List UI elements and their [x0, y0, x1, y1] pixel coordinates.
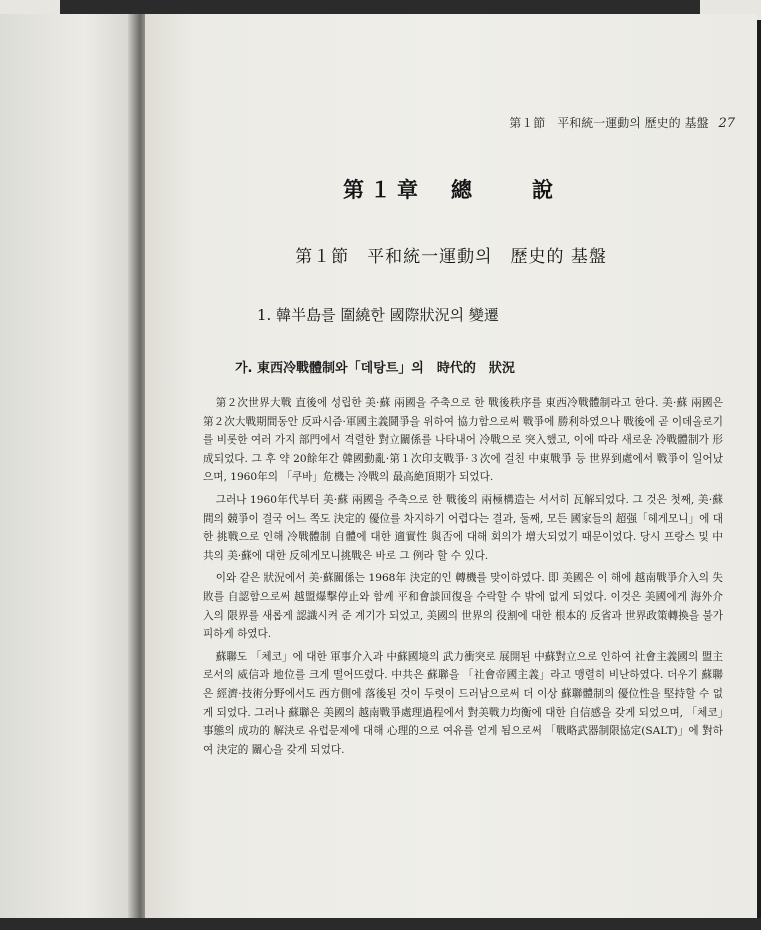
page-number: 27	[718, 116, 735, 131]
paragraph: 蘇聯도 「체코」에 대한 軍事介入과 中蘇國境의 武力衝突로 展開된 中蘇對立으로 인하여 社會主義國의 盟主로서의 威信과 地位를 크게 떨어뜨렸다. 中共은 蘇聯을 「社會帝國主義」라고 맹렬히 비난하였다. 더우기 蘇聯은 經濟·技術分野에서도 西方側에 落後된 것이 두렷이 드러남으로써 더 이상 蘇聯體制의 優位性을 堅持할 수 없게 되었다. 그러나 蘇聯은 美國의 越南戰爭處理過程에서 對美戰力均衡에 대한 自信感을 갖게 되었으며, 「체코」事態의 成功的 解決로 유럽문제에 대해 心理的으로 여유를 얻게 됨으로써 「戰略武器制限協定(SALT)」에 對하여 決定的 關心을 갖게 되었다.	[203, 650, 723, 756]
left-page	[0, 14, 142, 930]
section-title: 第１節 平和統一運動의 歷史的 基盤	[295, 247, 607, 267]
paragraph: 이와 같은 狀況에서 美·蘇關係는 1968年 決定的인 轉機를 맞이하였다. 即 美國은 이 해에 越南戰爭介入의 失敗를 自認함으로써 越盟爆擊停止와 함께 平和會談回復을 수락할 수 밖에 없게 되었다. 이것은 美國에게 海外介入의 限界를 새롭게 認識시켜 준 계기가 되었고, 美國의 世界의 役割에 대한 根本的 反省과 世界政策轉換을 불가피하게 하였다.	[203, 572, 723, 641]
running-head	[509, 114, 735, 131]
paragraph: 第２次世界大戰 直後에 성립한 美·蘇 兩國을 주축으로 한 戰後秩序를 東西冷戰體制라고 한다. 美·蘇 兩國은 第２次大戰期間동안 反파시즘·軍國主義鬪爭을 위하여 協力함으로써 戰爭에 勝利하였으나 戰後에 곧 이데올로기를 비롯한 여러 가지 部門에서 격렬한 對立關係를 나타내어 冷戰으로 突入했고, 이에 따라 새로운 冷戰體制가 形成되었다. 그 후 약 20餘年간 韓國動亂·第１次印支戰爭·３次에 걸친 中東戰爭 등 世界到處에서 戰爭이 일어났으며, 1960年의 「쿠바」危機는 冷戰의 最高絶頂期가 되었다.	[203, 397, 723, 484]
subsection-title: 1. 韓半島를 圍繞한 國際狀況의 變遷	[257, 306, 499, 324]
item-title: 가. 東西冷戰體制와「데탕트」의 時代的 狀況	[235, 361, 515, 376]
body-text	[203, 394, 723, 761]
right-page	[145, 14, 757, 930]
paragraph: 그러나 1960年代부터 美·蘇 兩國을 주축으로 한 戰後의 兩極構造는 서서히 瓦解되었다. 그 것은 첫째, 美·蘇間의 競爭이 결국 어느 쪽도 決定的 優位를 차지하기 어렵다는 결과, 둘째, 모든 國家들의 超强「헤게모니」에 대한 挑戰으로 인해 冷戰體制 自體에 대한 適實性 與否에 대해 회의가 增大되었기 때문이었다. 당시 프랑스 및 中共의 美·蘇에 대한 反헤게모니挑戰은 바로 그 例라 할 수 있다.	[203, 493, 723, 562]
chapter-title: 第１章 總 說	[343, 177, 559, 202]
running-head-title: 第１節 平和統一運動의 歷史的 基盤	[509, 116, 709, 130]
scan-bottom-edge	[0, 918, 761, 930]
